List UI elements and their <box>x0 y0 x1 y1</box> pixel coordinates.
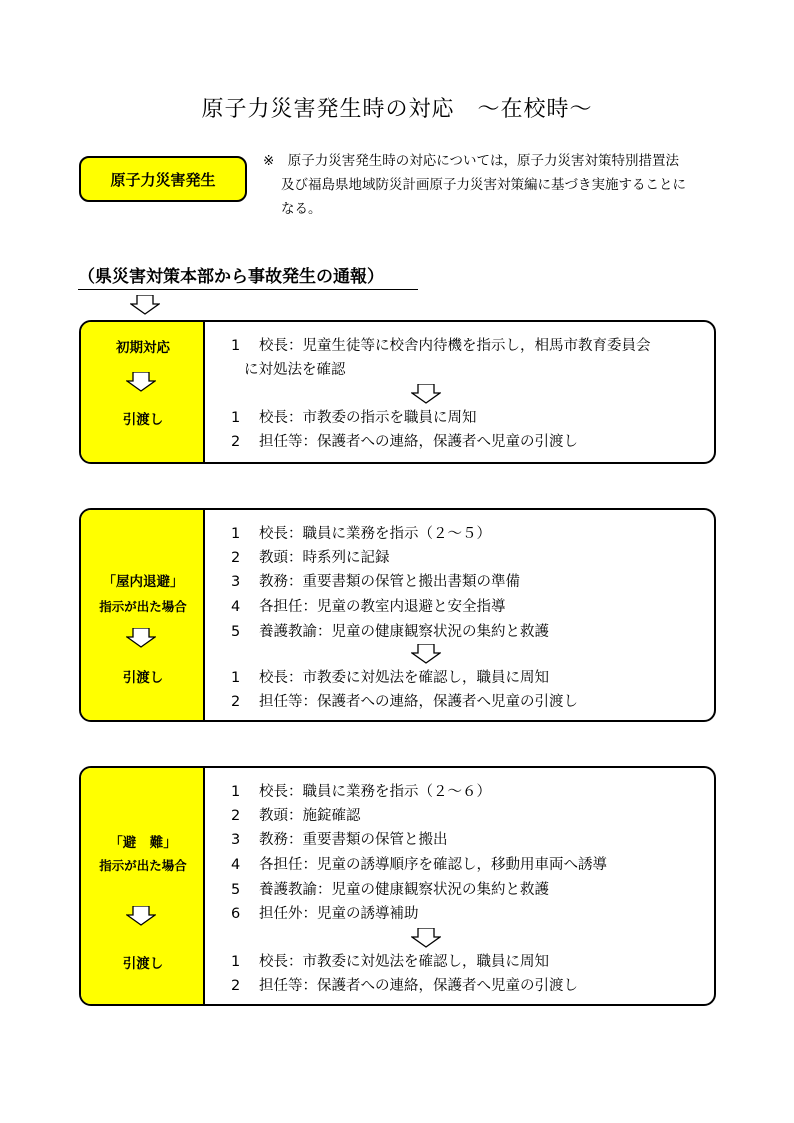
section-heading: （県災害対策本部から事故発生の通報） <box>78 262 418 290</box>
list-item: 2 担任等：保護者への連絡，保護者へ児童の引渡し <box>231 694 578 710</box>
list-item: 1 校長：市教委に対処法を確認し，職員に周知 <box>231 670 549 686</box>
list-item: 2 担任等：保護者への連絡，保護者へ児童の引渡し <box>231 978 578 994</box>
note-line-1: ※ 原子力災害発生時の対応については，原子力災害対策特別措置法 <box>263 153 680 169</box>
list-item: 1 校長：職員に業務を指示（２～５） <box>231 526 491 542</box>
label-handover: 引渡し <box>122 412 164 428</box>
list-item: 5 養護教諭：児童の健康観察状況の集約と救護 <box>231 882 549 898</box>
indoor-shelter-box <box>79 508 716 722</box>
list-item: 4 各担任：児童の誘導順序を確認し，移動用車両へ誘導 <box>231 857 607 873</box>
down-arrow-icon <box>126 906 156 926</box>
list-item: 3 教務：重要書類の保管と搬出 <box>231 832 448 848</box>
evacuation-box <box>79 766 716 1006</box>
label-indoor-shelter: 「屋内退避」 <box>102 574 184 590</box>
note <box>263 149 713 221</box>
down-arrow-icon <box>130 295 160 315</box>
list-item-continuation: に対処法を確認 <box>244 362 346 378</box>
page-title: 原子力災害発生時の対応 ～在校時～ <box>201 97 593 122</box>
label-evacuation: 「避 難」 <box>109 835 177 851</box>
note-line-2: 及び福島県地域防災計画原子力災害対策編に基づき実施することに <box>281 177 686 193</box>
label-initial-response: 初期対応 <box>116 340 170 356</box>
down-arrow-icon <box>126 372 156 392</box>
down-arrow-icon <box>411 928 441 948</box>
list-item: 2 教頭：施錠確認 <box>231 808 361 824</box>
initial-response-box <box>79 320 716 464</box>
list-item: 4 各担任：児童の教室内退避と安全指導 <box>231 599 506 615</box>
down-arrow-icon <box>126 628 156 648</box>
list-item: 1 校長：職員に業務を指示（２～６） <box>231 784 491 800</box>
note-line-3: なる。 <box>281 201 322 217</box>
list-item: 1 校長：児童生徒等に校舎内待機を指示し，相馬市教育委員会 <box>231 338 651 354</box>
disaster-badge: 原子力災害発生 <box>79 156 247 202</box>
down-arrow-icon <box>411 644 441 664</box>
list-item: 1 校長：市教委に対処法を確認し，職員に周知 <box>231 954 549 970</box>
label-handover: 引渡し <box>122 956 164 972</box>
list-item: 3 教務：重要書類の保管と搬出書類の準備 <box>231 574 520 590</box>
box-label-panel <box>81 510 205 720</box>
down-arrow-icon <box>411 384 441 404</box>
list-item: 2 教頭：時系列に記録 <box>231 550 390 566</box>
list-item: 5 養護教諭：児童の健康観察状況の集約と救護 <box>231 624 549 640</box>
label-when-instructed: 指示が出た場合 <box>99 858 187 873</box>
label-handover: 引渡し <box>122 670 164 686</box>
list-item: 2 担任等：保護者への連絡，保護者へ児童の引渡し <box>231 434 578 450</box>
list-item: 1 校長：市教委の指示を職員に周知 <box>231 410 477 426</box>
label-when-instructed: 指示が出た場合 <box>99 599 187 614</box>
list-item: 6 担任外：児童の誘導補助 <box>231 906 419 922</box>
